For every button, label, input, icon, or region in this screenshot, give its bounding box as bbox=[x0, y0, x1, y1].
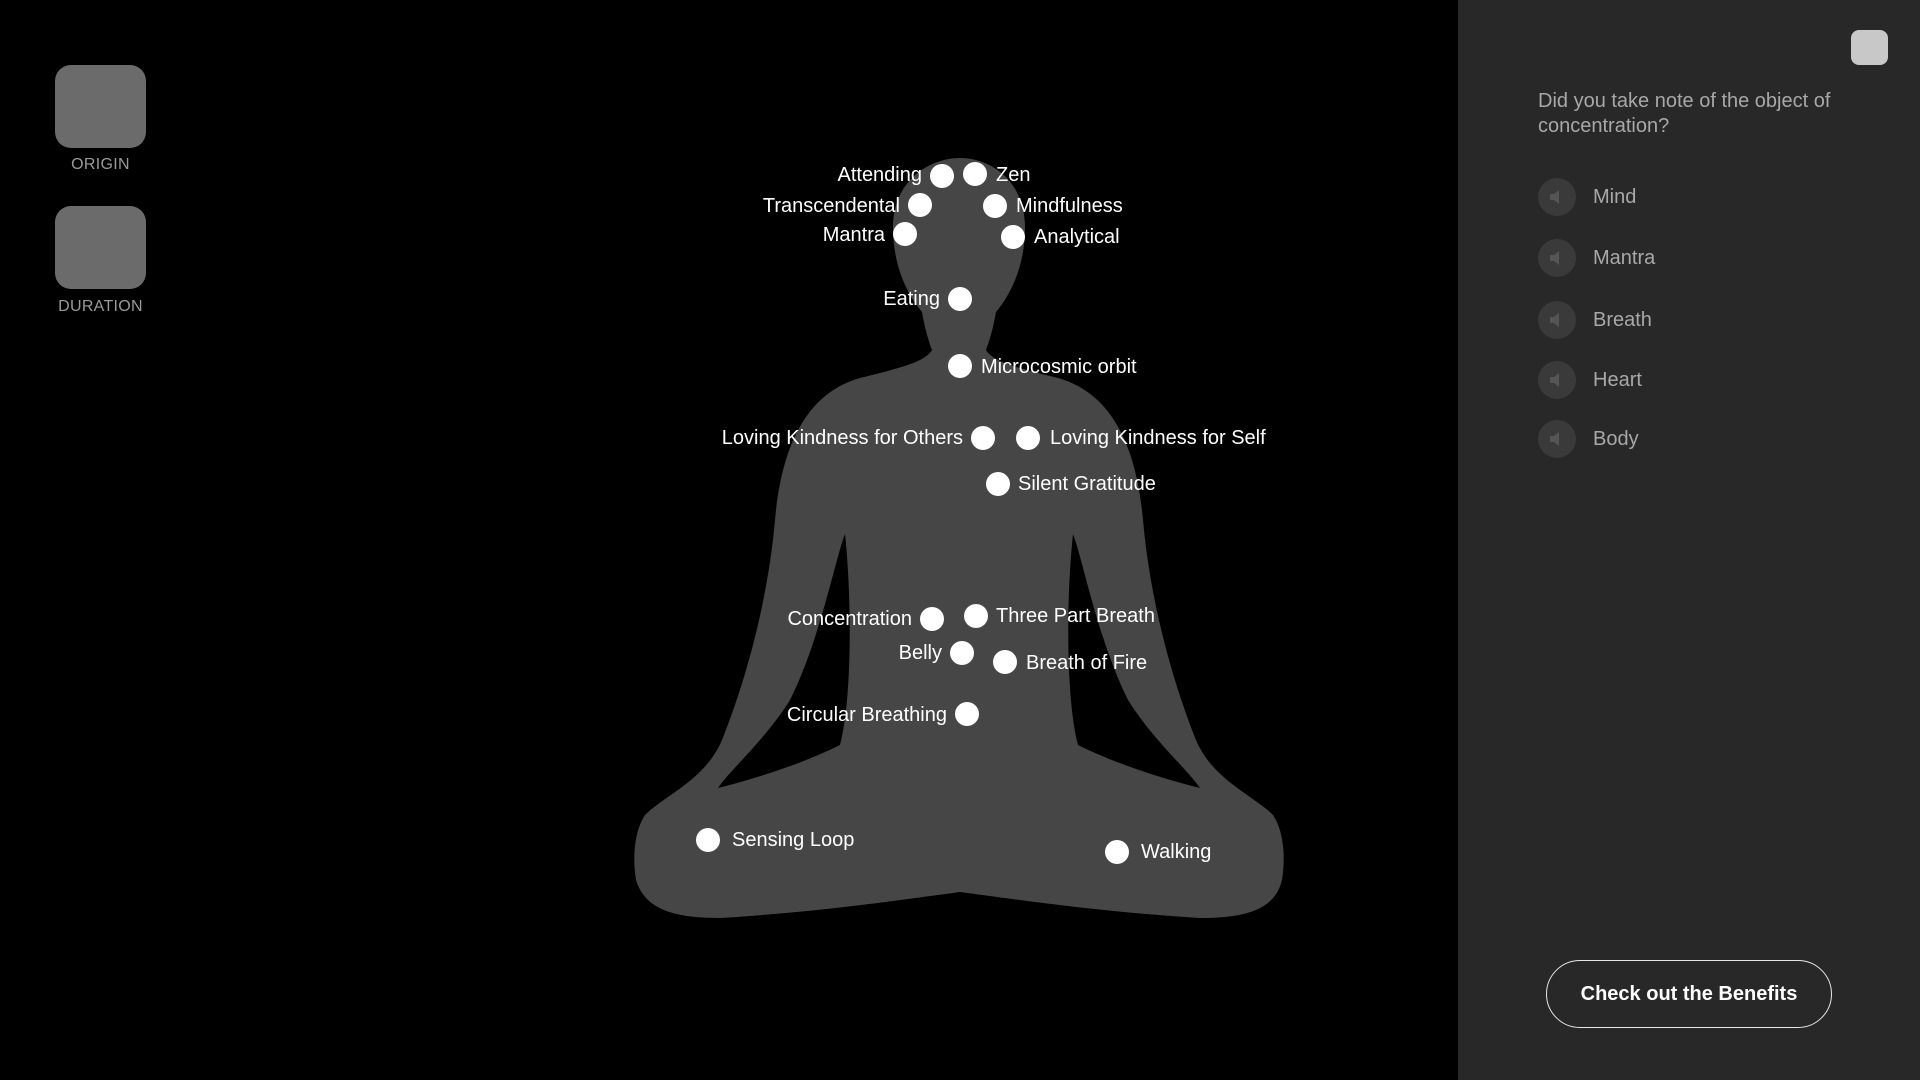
label-loving-kindness-others[interactable]: Loving Kindness for Others bbox=[721, 427, 963, 449]
label-breath-of-fire[interactable]: Breath of Fire bbox=[1026, 652, 1148, 674]
point-attending[interactable] bbox=[930, 164, 954, 188]
label-microcosmic-orbit[interactable]: Microcosmic orbit bbox=[981, 356, 1137, 378]
point-loving-kindness-self[interactable] bbox=[1016, 426, 1040, 450]
point-belly[interactable] bbox=[950, 641, 974, 665]
point-silent-gratitude[interactable] bbox=[986, 472, 1010, 496]
option-label: Mantra bbox=[1593, 247, 1656, 269]
point-three-part-breath[interactable] bbox=[964, 604, 988, 628]
label-concentration[interactable]: Concentration bbox=[787, 608, 912, 630]
label-eating[interactable]: Eating bbox=[883, 288, 940, 310]
info-panel bbox=[1458, 0, 1920, 1080]
speaker-icon[interactable] bbox=[1538, 361, 1576, 399]
label-mindfulness[interactable]: Mindfulness bbox=[1016, 195, 1123, 217]
option-label: Heart bbox=[1593, 369, 1642, 391]
label-mantra[interactable]: Mantra bbox=[822, 224, 885, 246]
point-eating[interactable] bbox=[948, 287, 972, 311]
label-three-part-breath[interactable]: Three Part Breath bbox=[996, 605, 1155, 627]
label-silent-gratitude[interactable]: Silent Gratitude bbox=[1018, 473, 1156, 495]
point-microcosmic-orbit[interactable] bbox=[948, 354, 972, 378]
point-loving-kindness-others[interactable] bbox=[971, 426, 995, 450]
check-benefits-button[interactable]: Check out the Benefits bbox=[1546, 960, 1832, 1028]
option-label: Breath bbox=[1593, 309, 1652, 331]
option-label: Mind bbox=[1593, 186, 1637, 208]
label-circular-breathing[interactable]: Circular Breathing bbox=[786, 704, 947, 726]
speaker-icon[interactable] bbox=[1538, 301, 1576, 339]
panel-question: Did you take note of the object of concentration? bbox=[1538, 90, 1831, 137]
label-transcendental[interactable]: Transcendental bbox=[762, 195, 900, 217]
point-mindfulness[interactable] bbox=[983, 194, 1007, 218]
label-loving-kindness-self[interactable]: Loving Kindness for Self bbox=[1050, 427, 1266, 449]
point-circular-breathing[interactable] bbox=[955, 702, 979, 726]
label-walking[interactable]: Walking bbox=[1141, 841, 1212, 863]
close-button[interactable] bbox=[1851, 30, 1888, 65]
speaker-icon[interactable] bbox=[1538, 239, 1576, 277]
label-attending[interactable]: Attending bbox=[837, 164, 922, 186]
label-sensing-loop[interactable]: Sensing Loop bbox=[732, 829, 855, 851]
point-transcendental[interactable] bbox=[908, 193, 932, 217]
speaker-icon[interactable] bbox=[1538, 178, 1576, 216]
label-belly[interactable]: Belly bbox=[898, 642, 942, 664]
point-mantra[interactable] bbox=[893, 222, 917, 246]
duration-label: DURATION bbox=[58, 298, 143, 315]
point-concentration[interactable] bbox=[920, 607, 944, 631]
label-zen[interactable]: Zen bbox=[996, 164, 1031, 186]
point-walking[interactable] bbox=[1105, 840, 1129, 864]
point-sensing-loop[interactable] bbox=[696, 828, 720, 852]
option-label: Body bbox=[1593, 428, 1639, 450]
origin-label: ORIGIN bbox=[71, 156, 130, 173]
label-analytical[interactable]: Analytical bbox=[1034, 226, 1120, 248]
point-zen[interactable] bbox=[963, 162, 987, 186]
point-breath-of-fire[interactable] bbox=[993, 650, 1017, 674]
speaker-icon[interactable] bbox=[1538, 420, 1576, 458]
point-analytical[interactable] bbox=[1001, 225, 1025, 249]
